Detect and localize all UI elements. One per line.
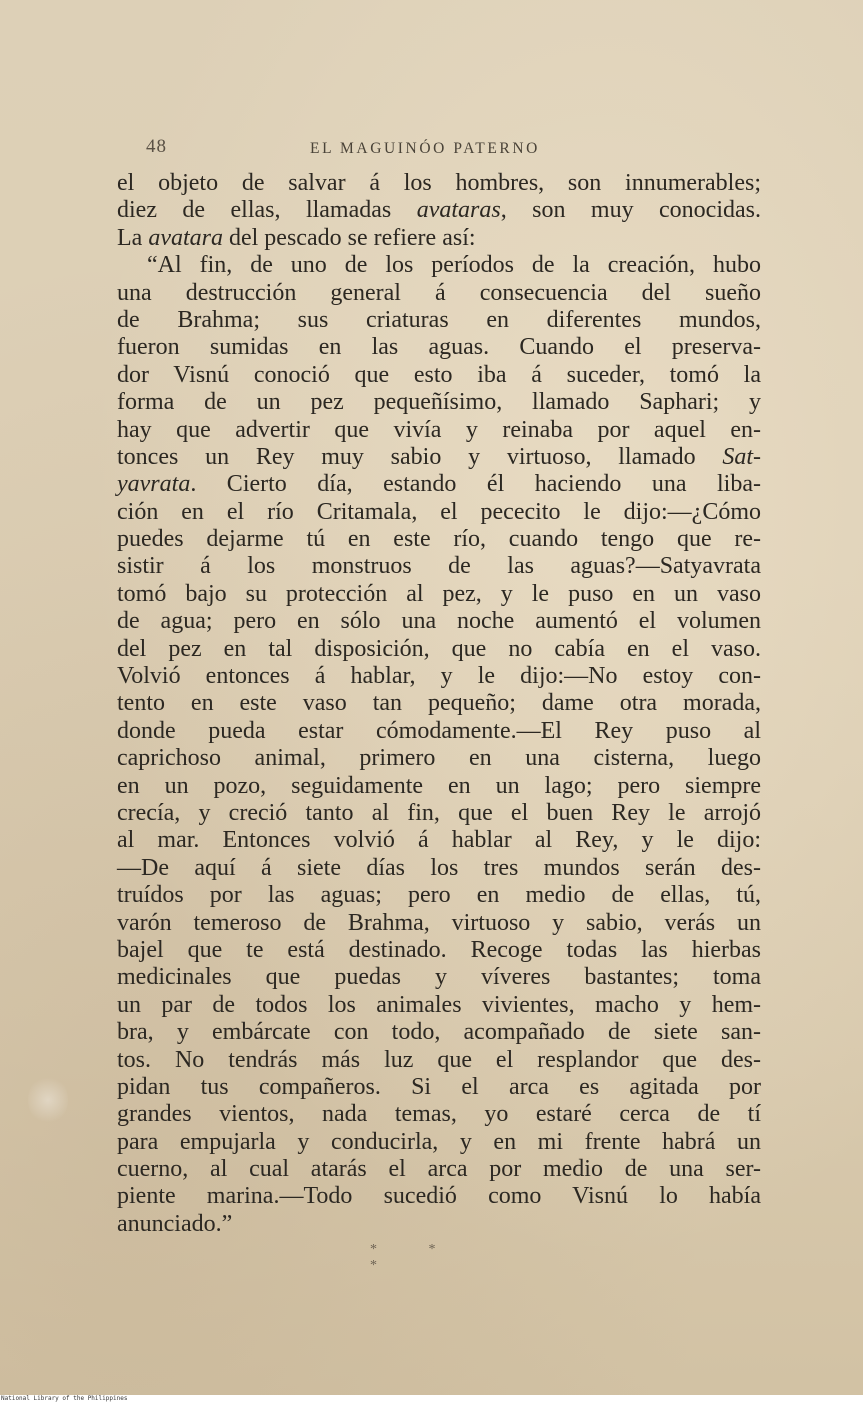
text-line — [117, 718, 761, 745]
text-line — [117, 170, 761, 197]
text-segment: de agua; pero en sólo una noche aumentó el volumen — [117, 608, 761, 635]
text-line — [117, 964, 761, 991]
text-segment: grandes vientos, nada temas, yo estaré cerca de tí — [117, 1101, 761, 1128]
section-ornament: * * * — [370, 1242, 460, 1273]
text-line — [117, 882, 761, 909]
text-segment: el objeto de salvar á los hombres, son innumerables; — [117, 170, 761, 196]
text-segment: La — [117, 224, 149, 251]
text-segment: al mar. Entonces volvió á hablar al Rey, y le dijo: — [117, 827, 761, 854]
text-line — [117, 663, 761, 690]
text-segment: diez de ellas, llamadas — [117, 197, 417, 224]
text-segment: piente marina.—Todo sucedió como Visnú lo había — [117, 1183, 761, 1210]
text-segment: sistir á los monstruos de las aguas?—Satyavrata — [117, 553, 761, 580]
text-segment: bra, y embárcate con todo, acompañado de siete san- — [117, 1019, 761, 1046]
text-line — [117, 636, 761, 663]
text-line — [117, 800, 761, 827]
text-line — [117, 855, 761, 882]
text-segment: del pez en tal disposición, que no cabía en el vaso. — [117, 635, 761, 662]
italic-term: Sat- — [722, 443, 761, 470]
text-line — [117, 992, 761, 1019]
text-segment: anunciado.” — [117, 1210, 233, 1237]
text-segment: fueron sumidas en las aguas. Cuando el preserva- — [117, 334, 761, 361]
text-line — [117, 745, 761, 772]
text-segment: para empujarla y conducirla, y en mi frente habrá un — [117, 1128, 761, 1155]
paper-stain — [28, 1075, 68, 1125]
text-segment: ción en el río Critamala, el pececito le dijo:—¿Cómo — [117, 498, 761, 525]
text-segment: truídos por las aguas; pero en medio de ellas, tú, — [117, 882, 761, 909]
text-line — [117, 1211, 761, 1238]
text-line — [117, 197, 761, 224]
text-segment: hay que advertir que vivía y reinaba por aquel en- — [117, 416, 761, 443]
text-segment: . Cierto día, estando él haciendo una liba- — [190, 471, 761, 498]
text-line — [117, 773, 761, 800]
text-line — [117, 1156, 761, 1183]
text-segment: pidan tus compañeros. Si el arca es agitada por — [117, 1073, 761, 1100]
text-segment: forma de un pez pequeñísimo, llamado Saphari; y — [117, 389, 761, 416]
text-line — [117, 444, 761, 471]
text-segment: Volvió entonces á hablar, y le dijo:—No estoy con- — [117, 663, 761, 690]
text-segment: tomó bajo su protección al pez, y le puso en un vaso — [117, 580, 761, 607]
text-line — [117, 252, 761, 279]
text-line — [117, 334, 761, 361]
text-segment: —De aquí á siete días los tres mundos serán des- — [117, 854, 761, 881]
text-segment: medicinales que puedas y víveres bastantes; toma — [117, 964, 761, 991]
text-line — [117, 910, 761, 937]
text-segment: bajel que te está destinado. Recoge todas las hierbas — [117, 936, 761, 963]
running-head — [120, 136, 760, 166]
text-segment: puedes dejarme tú en este río, cuando tengo que re- — [117, 526, 761, 553]
italic-term: avatara — [148, 224, 223, 251]
text-line — [117, 526, 761, 553]
text-segment: tos. No tendrás más luz que el resplandor que des- — [117, 1046, 761, 1073]
text-line — [117, 280, 761, 307]
text-segment: cuerno, al cual atarás el arca por medio de una ser- — [117, 1156, 761, 1183]
text-line — [117, 937, 761, 964]
text-line — [117, 417, 761, 444]
text-segment: “Al fin, de uno de los períodos de la creación, hubo — [147, 252, 761, 279]
text-segment: crecía, y creció tanto al fin, que el buen Rey le arrojó — [117, 799, 761, 826]
italic-term: avataras — [416, 197, 501, 224]
text-line — [117, 608, 761, 635]
page-number: 48 — [146, 136, 167, 157]
text-line — [117, 1019, 761, 1046]
text-segment: en un pozo, seguidamente en un lago; pero siempre — [117, 772, 761, 799]
text-segment: un par de todos los animales vivientes, macho y hem- — [117, 991, 761, 1018]
text-line — [117, 389, 761, 416]
footer-strip — [0, 1395, 863, 1403]
text-line — [117, 581, 761, 608]
text-line — [117, 1101, 761, 1128]
text-line — [117, 225, 761, 252]
text-segment: tonces un Rey muy sabio y virtuoso, llamado — [117, 443, 723, 470]
text-line — [117, 553, 761, 580]
text-segment: del pescado se refiere así: — [222, 224, 476, 251]
library-credit: National Library of the Philippines — [1, 1395, 128, 1402]
text-line — [117, 1047, 761, 1074]
text-line — [117, 827, 761, 854]
body-text — [117, 170, 761, 1238]
text-segment: dor Visnú conoció que esto iba á suceder, tomó la — [117, 361, 761, 388]
book-title: EL MAGUINÓO PATERNO — [310, 140, 540, 157]
italic-term: yavrata — [117, 471, 191, 498]
text-line — [117, 499, 761, 526]
text-line — [117, 362, 761, 389]
text-line — [117, 1129, 761, 1156]
text-line — [117, 471, 761, 498]
text-segment: varón temeroso de Brahma, virtuoso y sabio, verás un — [117, 909, 761, 936]
text-line — [117, 1183, 761, 1210]
text-segment: donde pueda estar cómodamente.—El Rey puso al — [117, 717, 761, 744]
text-line — [117, 1074, 761, 1101]
text-segment: de Brahma; sus criaturas en diferentes mundos, — [117, 306, 761, 333]
text-segment: caprichoso animal, primero en una cisterna, luego — [117, 745, 761, 772]
text-segment: , son muy conocidas. — [500, 197, 761, 224]
text-segment: tento en este vaso tan pequeño; dame otra morada, — [117, 690, 761, 717]
text-line — [117, 307, 761, 334]
text-line — [117, 690, 761, 717]
text-segment: una destrucción general á consecuencia del sueño — [117, 279, 761, 306]
